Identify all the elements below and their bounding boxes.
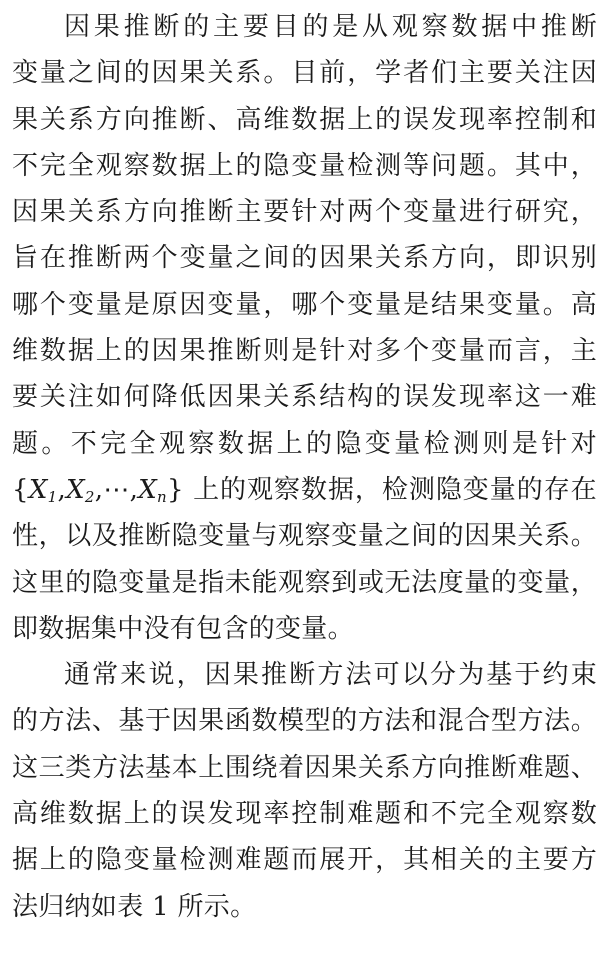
text-line: 这里的隐变量是指未能观察到或无法度量的变量，: [12, 567, 597, 598]
text-line: 维数据上的因果推断则是针对多个变量而言，主: [12, 336, 597, 367]
text-line: 性，以及推断隐变量与观察变量之间的因果关系。: [12, 521, 597, 552]
text-line: 据上的隐变量检测难题而展开，其相关的主要方: [12, 845, 597, 876]
text-line: 变量之间的因果关系。目前，学者们主要关注因: [12, 58, 597, 89]
text-line: 即数据集中没有包含的变量。: [12, 613, 354, 644]
text-line: 高维数据上的误发现率控制难题和不完全观察数: [12, 799, 597, 830]
paragraph-causal-inference-goals: [12, 4, 597, 652]
text-after-math: 上的观察数据，检测隐变量的存在: [193, 474, 597, 505]
text-line: 哪个变量是原因变量，哪个变量是结果变量。高: [12, 289, 597, 320]
text-line: 因果关系方向推断主要针对两个变量进行研究，: [12, 197, 597, 228]
text-line: 题。不完全观察数据上的隐变量检测则是针对: [12, 428, 597, 459]
text-line: 果关系方向推断、高维数据上的误发现率控制和: [12, 104, 597, 135]
text-line: 旨在推断两个变量之间的因果关系方向，即识别: [12, 243, 597, 274]
text-line: 这三类方法基本上围绕着因果关系方向推断难题、: [12, 752, 597, 783]
text-line-with-math: [12, 467, 597, 513]
text-line: 因果推断的主要目的是从观察数据中推断: [64, 12, 597, 42]
text-line: 不完全观察数据上的隐变量检测等问题。其中，: [12, 150, 597, 181]
paragraph-method-categories: [12, 652, 597, 930]
math-variable-set: $\{X_1,X_2,\cdots,X_n\}$: [12, 474, 184, 506]
text-line: 通常来说，因果推断方法可以分为基于约束: [64, 660, 597, 691]
text-line: 法归纳如表 1 所示。: [12, 891, 257, 922]
text-line: 要关注如何降低因果关系结构的误发现率这一难: [12, 382, 597, 413]
text-line: 的方法、基于因果函数模型的方法和混合型方法。: [12, 706, 597, 737]
